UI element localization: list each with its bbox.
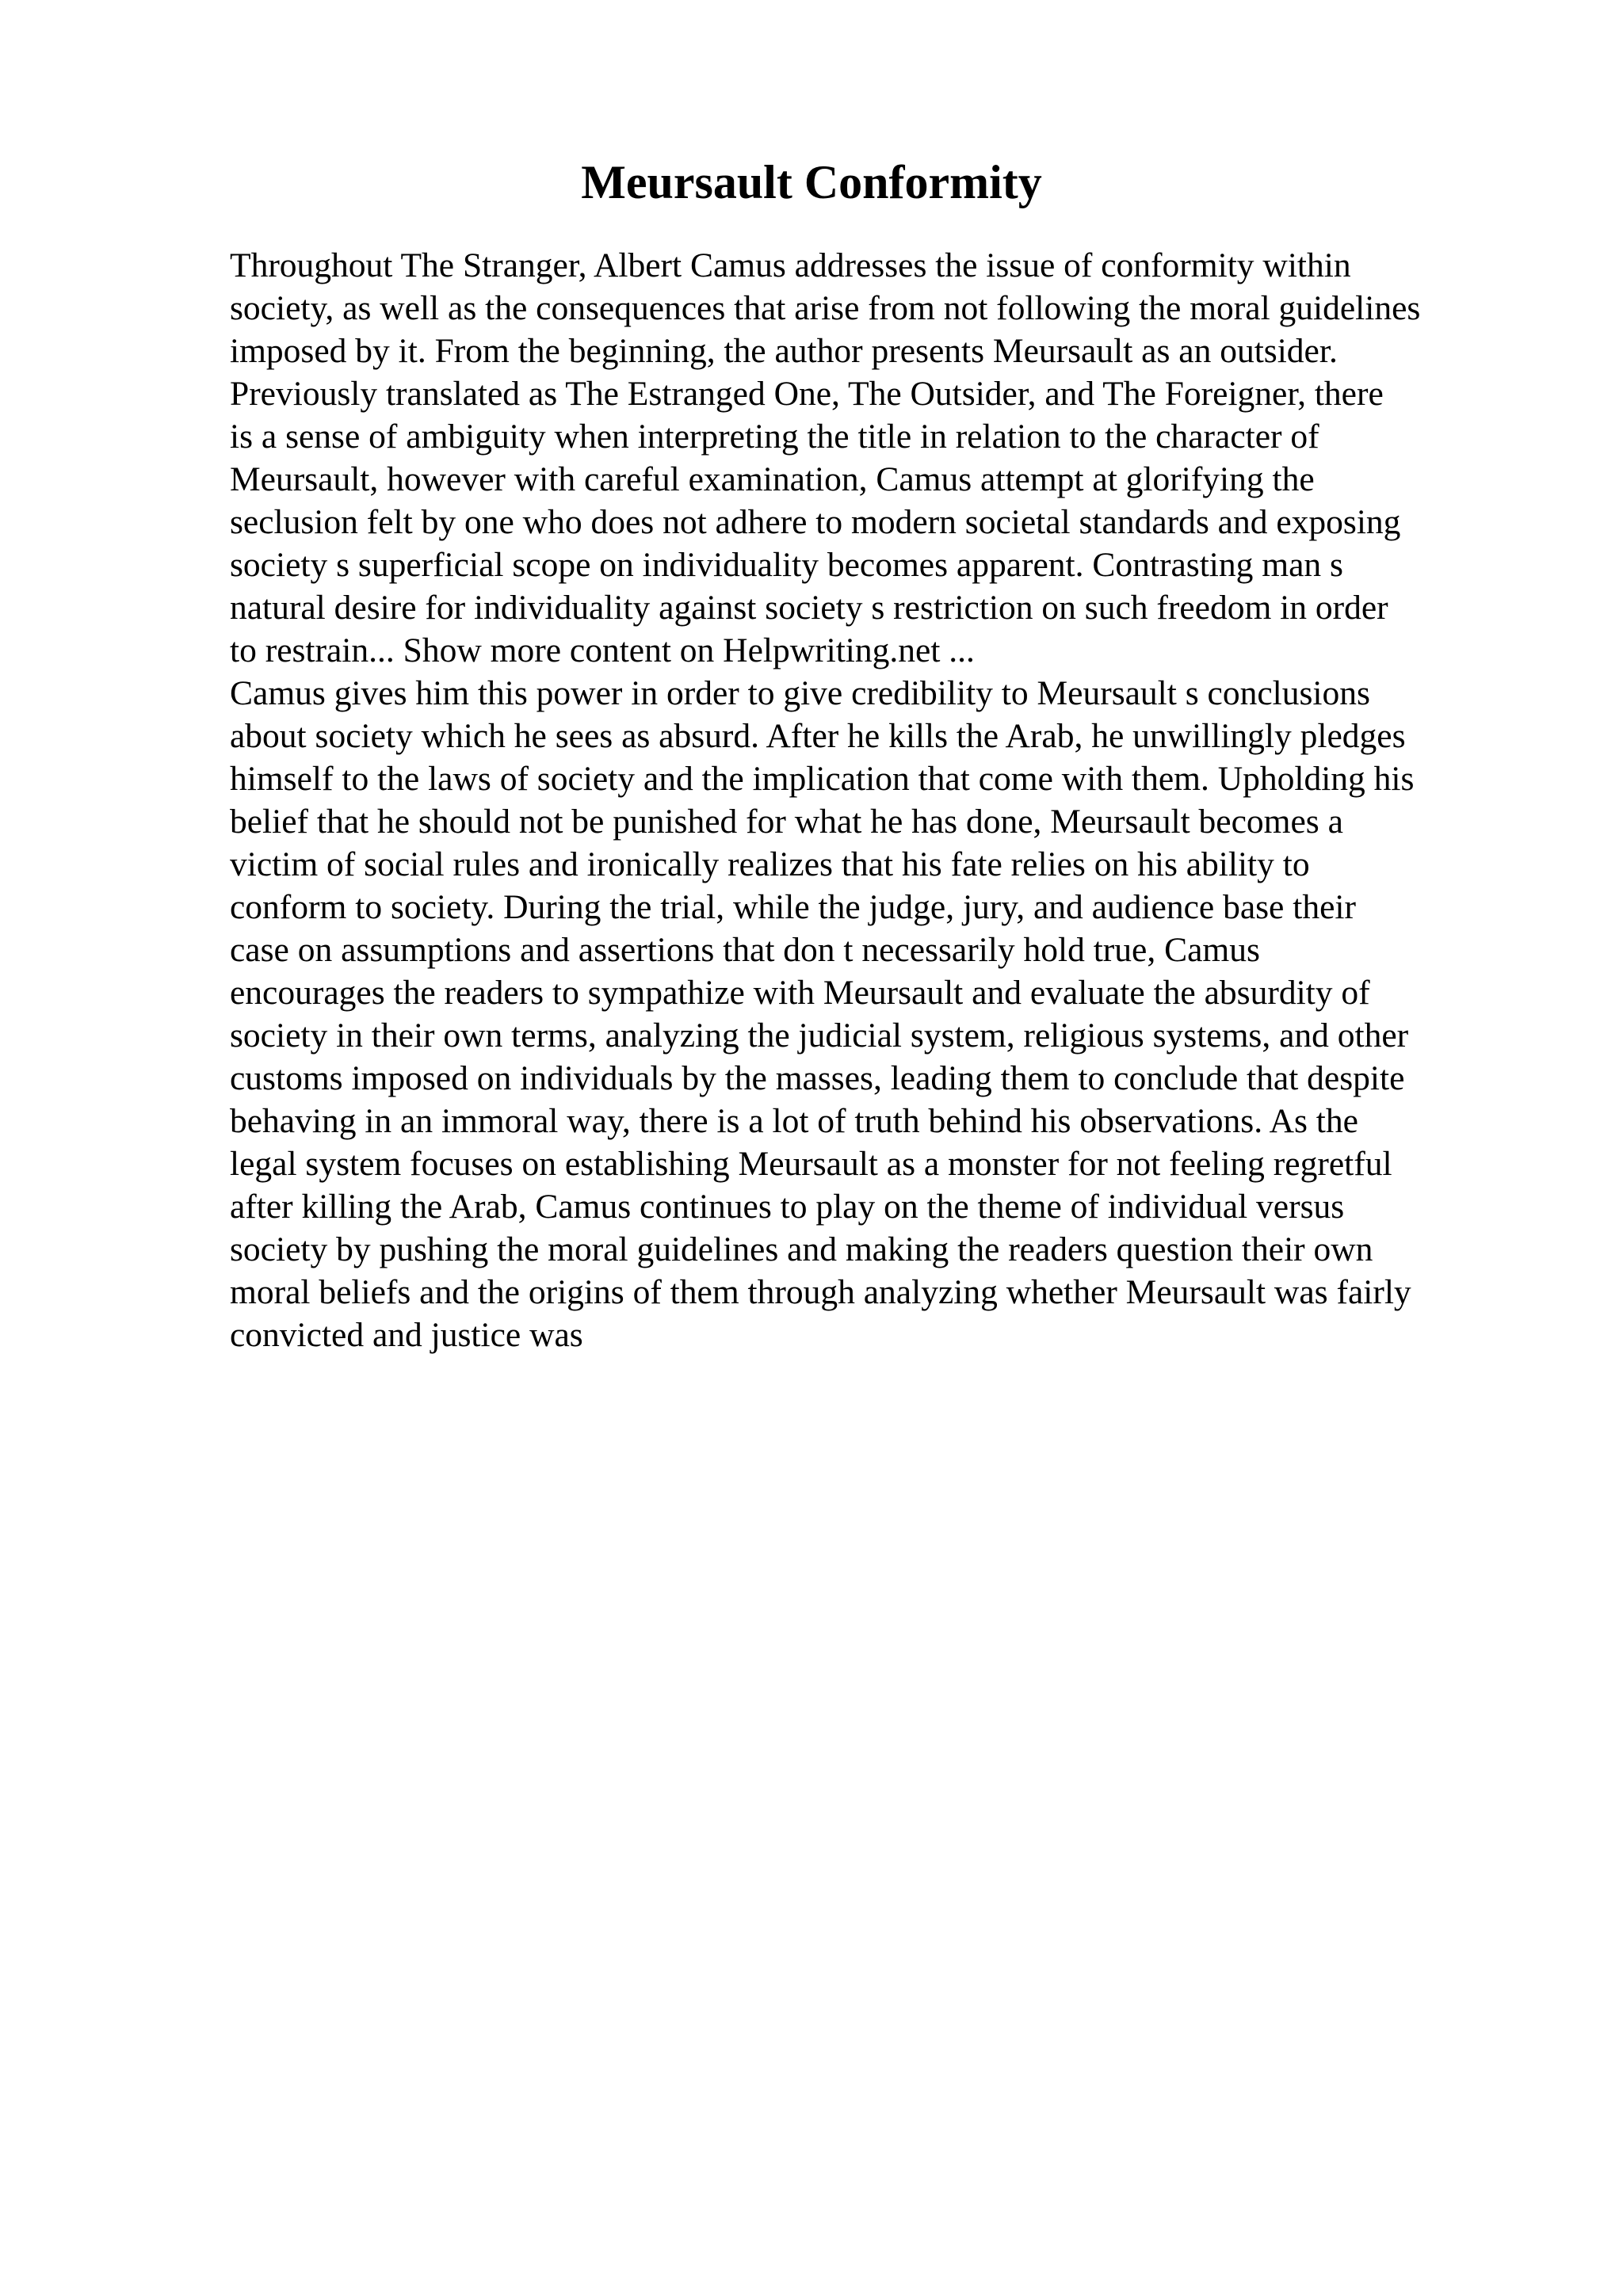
- body-line: moral beliefs and the origins of them through analyzing whether Meursault was fairly: [230, 1273, 1411, 1311]
- body-line: is a sense of ambiguity when interpreting the title in relation to the character of: [230, 418, 1319, 456]
- body-line: imposed by it. From the beginning, the author presents Meursault as an outsider.: [230, 332, 1338, 370]
- body-line: society by pushing the moral guidelines and making the readers question their own: [230, 1230, 1373, 1268]
- body-line: himself to the laws of society and the implication that come with them. Upholding his: [230, 760, 1415, 798]
- body-line: Camus gives him this power in order to give credibility to Meursault s conclusions: [230, 674, 1370, 712]
- body-line: Throughout The Stranger, Albert Camus addresses the issue of conformity within: [230, 246, 1351, 284]
- body-line: society s superficial scope on individuality becomes apparent. Contrasting man s: [230, 546, 1343, 584]
- body-line: to restrain... Show more content on Helpwriting.net ...: [230, 631, 975, 669]
- body-line: Previously translated as The Estranged One, The Outsider, and The Foreigner, there: [230, 375, 1384, 413]
- body-line: natural desire for individuality against society s restriction on such freedom in order: [230, 589, 1388, 627]
- body-line: victim of social rules and ironically realizes that his fate relies on his ability to: [230, 845, 1310, 883]
- document-body: [230, 244, 1577, 1356]
- body-line: Meursault, however with careful examination, Camus attempt at glorifying the: [230, 460, 1315, 498]
- body-line: case on assumptions and assertions that don t necessarily hold true, Camus: [230, 931, 1260, 969]
- body-line: belief that he should not be punished for what he has done, Meursault becomes a: [230, 803, 1343, 841]
- body-line: after killing the Arab, Camus continues to play on the theme of individual versus: [230, 1188, 1345, 1226]
- body-line: society, as well as the consequences that arise from not following the moral guidelines: [230, 289, 1421, 327]
- body-line: customs imposed on individuals by the masses, leading them to conclude that despite: [230, 1059, 1405, 1097]
- body-line: society in their own terms, analyzing the judicial system, religious systems, and other: [230, 1016, 1409, 1055]
- body-line: behaving in an immoral way, there is a lot of truth behind his observations. As the: [230, 1102, 1358, 1140]
- body-line: legal system focuses on establishing Meursault as a monster for not feeling regretful: [230, 1145, 1392, 1183]
- body-line: about society which he sees as absurd. After he kills the Arab, he unwillingly pledges: [230, 717, 1406, 755]
- document-title: Meursault Conformity: [581, 156, 1042, 208]
- body-line: encourages the readers to sympathize with Meursault and evaluate the absurdity of: [230, 974, 1370, 1012]
- body-line: conform to society. During the trial, while the judge, jury, and audience base their: [230, 888, 1356, 926]
- body-line: seclusion felt by one who does not adhere to modern societal standards and exposing: [230, 503, 1401, 541]
- body-line: convicted and justice was: [230, 1316, 583, 1354]
